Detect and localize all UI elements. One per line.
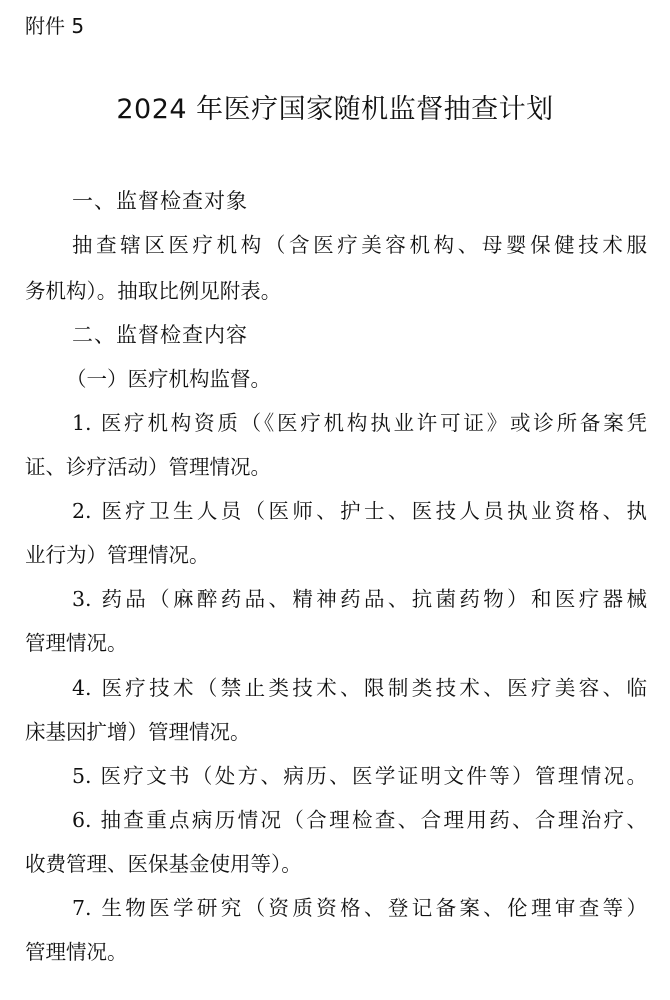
list-item-line: 5. 医疗文书（处方、病历、医学证明文件等）管理情况。 [72,764,647,788]
attachment-label: 附件 5 [25,14,85,38]
paragraph-line: 抽查辖区医疗机构（含医疗美容机构、母婴保健技术服 [72,233,647,257]
list-item-line: 1. 医疗机构资质（《医疗机构执业许可证》或诊所备案凭 [72,411,647,435]
list-item-line: 2. 医疗卫生人员（医师、护士、医技人员执业资格、执 [72,499,647,523]
list-item-line: 4. 医疗技术（禁止类技术、限制类技术、医疗美容、临 [72,676,647,700]
list-item-line: 管理情况。 [25,631,128,655]
list-item-line: 7. 生物医学研究（资质资格、登记备案、伦理审查等） [72,896,647,920]
list-item-line: 管理情况。 [25,940,128,964]
list-item-line: 3. 药品（麻醉药品、精神药品、抗菌药物）和医疗器械 [72,587,647,611]
list-item-line: 床基因扩增）管理情况。 [25,720,251,744]
list-item-line: 6. 抽查重点病历情况（合理检查、合理用药、合理治疗、 [72,808,647,832]
section-heading-objects: 一、监督检查对象 [72,189,248,213]
subsection-heading: （一）医疗机构监督。 [66,367,271,391]
document-title: 2024 年医疗国家随机监督抽查计划 [116,94,554,125]
list-item-line: 证、诊疗活动）管理情况。 [25,455,271,479]
list-item-line: 收费管理、医保基金使用等）。 [25,852,302,876]
section-heading-content: 二、监督检查内容 [72,323,248,347]
list-item-line: 业行为）管理情况。 [25,543,210,567]
paragraph-line: 务机构）。抽取比例见附表。 [25,279,282,303]
